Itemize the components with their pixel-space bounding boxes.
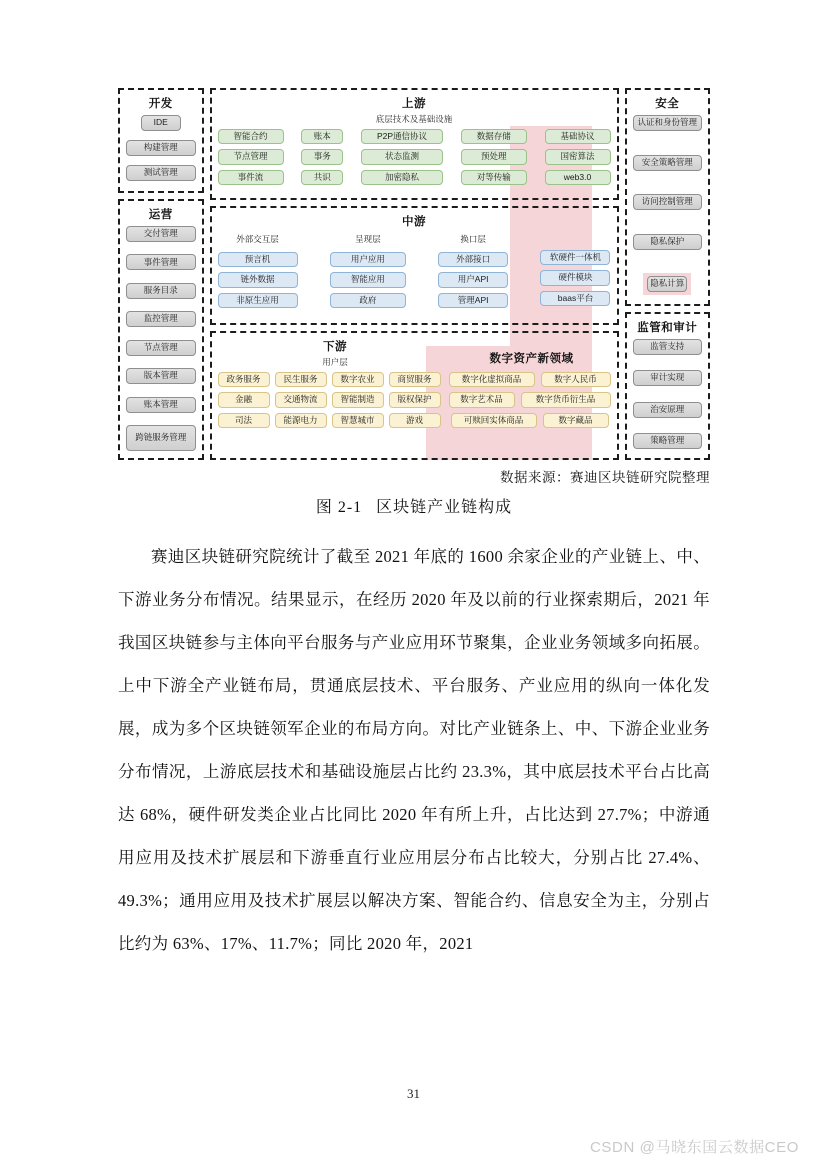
chip-redeemable-physical-goods[interactable]: 可赎回实体商品 bbox=[451, 413, 537, 428]
midstream-lane-external bbox=[218, 233, 298, 308]
chip-management-api[interactable]: 管理API bbox=[438, 293, 508, 308]
chip-digital-art[interactable]: 数字艺术品 bbox=[449, 392, 515, 407]
downstream-lane-2 bbox=[275, 372, 327, 428]
label-midstream-blank bbox=[540, 233, 610, 243]
section-midstream-title: 中游 bbox=[402, 216, 426, 228]
figure-center-column bbox=[210, 88, 619, 460]
chip-transport-logistics[interactable]: 交通物流 bbox=[275, 392, 327, 407]
downstream-lane-1 bbox=[218, 372, 270, 428]
downstream-highlight-row-1 bbox=[449, 372, 611, 387]
section-regulation-audit bbox=[625, 312, 711, 460]
chip-baas-platform[interactable]: baas平台 bbox=[540, 291, 610, 306]
security-highlight-band bbox=[643, 273, 691, 295]
chip-audit-implementation[interactable]: 审计实现 bbox=[633, 370, 703, 386]
section-security-title: 安全 bbox=[655, 98, 680, 110]
chip-smart-contract[interactable]: 智能合约 bbox=[218, 129, 284, 144]
downstream-lane-3 bbox=[332, 372, 384, 428]
figure-source-line: 数据来源：赛迪区块链研究院整理 bbox=[500, 470, 710, 485]
csdn-watermark: CSDN @马晓东国云数据CEO bbox=[589, 1139, 799, 1156]
chip-integrated-machine[interactable]: 软硬件一体机 bbox=[540, 250, 610, 265]
chip-basic-protocol[interactable]: 基础协议 bbox=[545, 129, 611, 144]
chip-consensus[interactable]: 共识 bbox=[301, 170, 343, 185]
chip-digital-rmb[interactable]: 数字人民币 bbox=[541, 372, 611, 387]
chip-nonnative-app[interactable]: 非原生应用 bbox=[218, 293, 298, 308]
section-downstream-title: 下游 bbox=[323, 341, 347, 353]
figure-title: 区块链产业链构成 bbox=[376, 499, 513, 516]
chip-governance-principle[interactable]: 治安原理 bbox=[633, 402, 703, 418]
chip-finance[interactable]: 金融 bbox=[218, 392, 270, 407]
chip-web3[interactable]: web3.0 bbox=[545, 170, 611, 185]
chip-user-api[interactable]: 用户API bbox=[438, 272, 508, 287]
section-downstream bbox=[210, 331, 619, 460]
chip-regulatory-support[interactable]: 监管支持 bbox=[633, 339, 703, 355]
chip-government[interactable]: 政府 bbox=[330, 293, 406, 308]
chip-crosschain-service-management[interactable]: 跨链服务管理 bbox=[126, 425, 196, 451]
label-external-interaction-layer: 外部交互层 bbox=[236, 234, 279, 244]
figure-blockchain-industry-chain bbox=[118, 88, 710, 460]
upstream-lane-3 bbox=[361, 129, 443, 185]
page-number: 31 bbox=[407, 1086, 420, 1101]
section-development bbox=[118, 88, 204, 193]
section-security bbox=[625, 88, 711, 306]
chip-event-stream[interactable]: 事件流 bbox=[218, 170, 284, 185]
chip-hardware-module[interactable]: 硬件模块 bbox=[540, 270, 610, 285]
chip-energy-power[interactable]: 能源电力 bbox=[275, 413, 327, 428]
chip-smart-app[interactable]: 智能应用 bbox=[330, 272, 406, 287]
chip-sm-algorithm[interactable]: 国密算法 bbox=[545, 149, 611, 164]
chip-p2p-protocol[interactable]: P2P通信协议 bbox=[361, 129, 443, 144]
chip-encryption-privacy[interactable]: 加密隐私 bbox=[361, 170, 443, 185]
chip-ide[interactable]: IDE bbox=[141, 115, 181, 131]
chip-judiciary[interactable]: 司法 bbox=[218, 413, 270, 428]
section-downstream-subtitle: 用户层 bbox=[322, 357, 348, 367]
chip-preprocessing[interactable]: 预处理 bbox=[461, 149, 527, 164]
midstream-lane-presentation bbox=[330, 233, 406, 308]
label-interface-layer: 换口层 bbox=[460, 234, 486, 244]
chip-offchain-data[interactable]: 链外数据 bbox=[218, 272, 298, 287]
chip-gov-service[interactable]: 政务服务 bbox=[218, 372, 270, 387]
downstream-highlight-row-3 bbox=[449, 413, 611, 428]
chip-copyright-protection[interactable]: 版权保护 bbox=[389, 392, 441, 407]
chip-digital-collectibles[interactable]: 数字藏品 bbox=[543, 413, 609, 428]
chip-build-management[interactable]: 构建管理 bbox=[126, 140, 196, 156]
figure-left-column bbox=[118, 88, 204, 460]
chip-policy-management[interactable]: 策略管理 bbox=[633, 433, 703, 449]
midstream-lane-hardware bbox=[540, 233, 610, 306]
section-regulation-audit-title: 监管和审计 bbox=[637, 322, 698, 334]
chip-digital-currency-derivatives[interactable]: 数字货币衍生品 bbox=[521, 392, 611, 407]
chip-external-interface[interactable]: 外部接口 bbox=[438, 252, 508, 267]
chip-commerce-service[interactable]: 商贸服务 bbox=[389, 372, 441, 387]
chip-access-control-management[interactable]: 访问控制管理 bbox=[633, 194, 703, 210]
chip-node-management[interactable]: 节点管理 bbox=[126, 340, 196, 356]
midstream-lane-interface bbox=[438, 233, 508, 308]
upstream-lane-5 bbox=[545, 129, 611, 185]
section-upstream bbox=[210, 88, 619, 200]
downstream-lane-4 bbox=[389, 372, 441, 428]
section-operations bbox=[118, 199, 204, 460]
chip-games[interactable]: 游戏 bbox=[389, 413, 441, 428]
section-upstream-subtitle: 底层技术及基础设施 bbox=[375, 114, 453, 124]
chip-data-storage[interactable]: 数据存储 bbox=[461, 129, 527, 144]
upstream-lane-2 bbox=[301, 129, 343, 185]
chip-livelihood-service[interactable]: 民生服务 bbox=[275, 372, 327, 387]
chip-test-management[interactable]: 测试管理 bbox=[126, 165, 196, 181]
chip-digital-agriculture[interactable]: 数字农业 bbox=[332, 372, 384, 387]
section-upstream-title: 上游 bbox=[402, 98, 426, 110]
downstream-highlight-title: 数字资产新领域 bbox=[489, 353, 574, 365]
figure-caption bbox=[118, 494, 710, 517]
chip-state-monitoring[interactable]: 状态监测 bbox=[361, 149, 443, 164]
chip-ledger-management[interactable]: 账本管理 bbox=[126, 397, 196, 413]
chip-peer-transmission[interactable]: 对等传输 bbox=[461, 170, 527, 185]
chip-security-policy-management[interactable]: 安全策略管理 bbox=[633, 155, 703, 171]
chip-node-management-up[interactable]: 节点管理 bbox=[218, 149, 284, 164]
upstream-lane-4 bbox=[461, 129, 527, 185]
chip-privacy-computing[interactable]: 隐私计算 bbox=[647, 276, 687, 292]
section-development-title: 开发 bbox=[148, 98, 173, 110]
figure-right-column bbox=[625, 88, 711, 460]
chip-user-app[interactable]: 用户应用 bbox=[330, 252, 406, 267]
chip-digital-virtual-goods[interactable]: 数字化虚拟商品 bbox=[449, 372, 535, 387]
chip-smart-city[interactable]: 智慧城市 bbox=[332, 413, 384, 428]
body-paragraph: 赛迪区块链研究院统计了截至 2021 年底的 1600 余家企业的产业链上、中、下游业务分布情况。结果显示，在经历 2020 年及以前的行业探索期后，2021 年我国区块链参与主体向平台服务与产业应用环节聚集，企业业务领域多向拓展。上中下游全产业链布局，贯通底层技术、平台服务、产业应用的纵向一体化发展，成为多个区块链领军企业的布局方向。对比产业链条上、中、下游企业业务分布情况，上游底层技术和基础设施层占比约 23.3%，其中底层技术平台占比高达 68%，硬件研发类企业占比同比 2020 年有所上升，占比达到 27.7%；中游通用应用及技术扩展层和下游垂直行业应用层分布占比较大，分别占比 27.4%、49.3%；通用应用及技术扩展层以解决方案、智能合约、信息安全为主，分别占比约为 63%、17%、11.7%；同比 2020 年，2021 bbox=[118, 547, 710, 953]
chip-transaction[interactable]: 事务 bbox=[301, 149, 343, 164]
label-presentation-layer: 呈现层 bbox=[355, 234, 381, 244]
chip-service-catalog[interactable]: 服务目录 bbox=[126, 283, 196, 299]
chip-privacy-protection[interactable]: 隐私保护 bbox=[633, 234, 703, 250]
section-midstream bbox=[210, 206, 619, 325]
chip-smart-manufacturing[interactable]: 智能制造 bbox=[332, 392, 384, 407]
upstream-lane-1 bbox=[218, 129, 284, 185]
figure-number: 图 2-1 bbox=[315, 499, 363, 516]
chip-ledger[interactable]: 账本 bbox=[301, 129, 343, 144]
chip-oracle[interactable]: 预言机 bbox=[218, 252, 298, 267]
section-operations-title: 运营 bbox=[148, 209, 173, 221]
chip-event-management[interactable]: 事件管理 bbox=[126, 254, 196, 270]
chip-monitor-management[interactable]: 监控管理 bbox=[126, 311, 196, 327]
downstream-highlight-row-2 bbox=[449, 392, 611, 407]
chip-auth-identity-management[interactable]: 认证和身份管理 bbox=[633, 115, 703, 131]
chip-delivery-management[interactable]: 交付管理 bbox=[126, 226, 196, 242]
chip-version-management[interactable]: 版本管理 bbox=[126, 368, 196, 384]
